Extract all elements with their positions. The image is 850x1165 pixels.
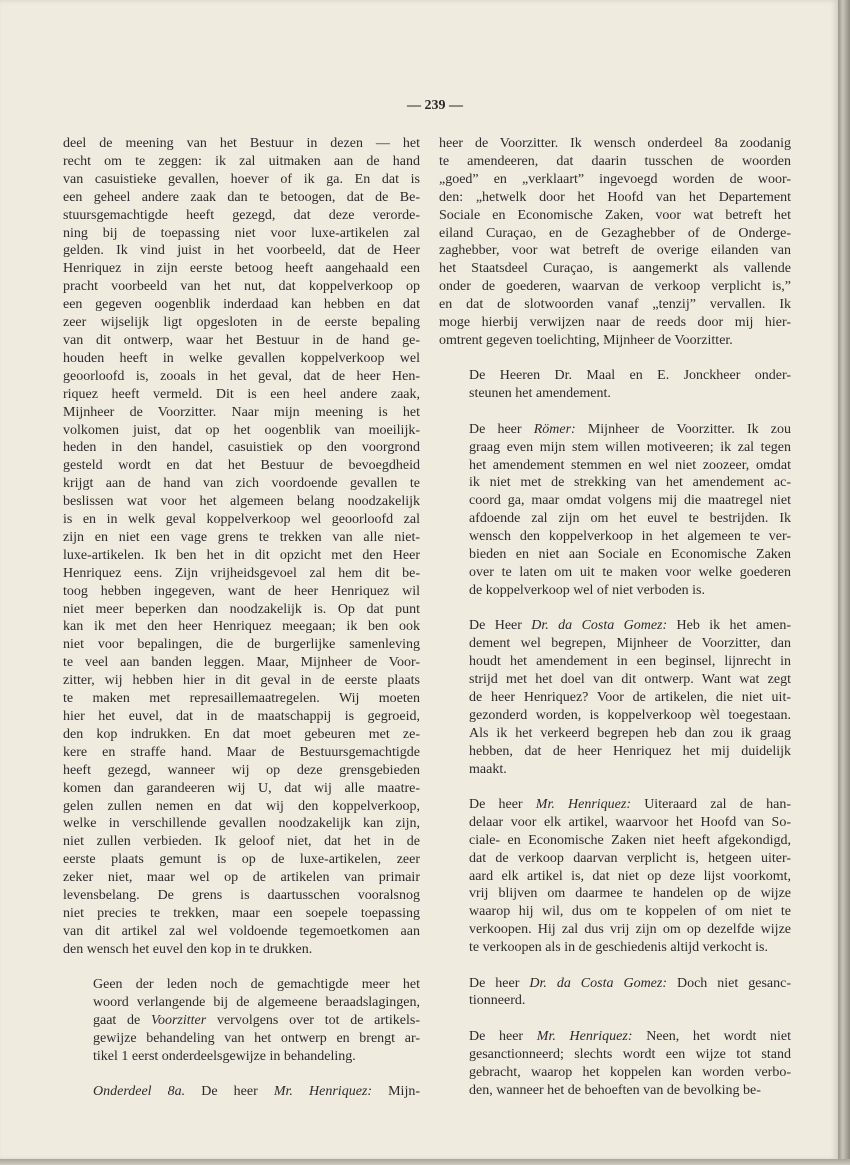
text-line: gesteld wordt en dat het Bestuur de bevoegdheid — [63, 458, 420, 474]
text-line: recht om te zeggen: ik zal uitmaken aan de hand — [63, 153, 420, 169]
text-line: bieden en niet aan Sociale en Economische Zaken — [469, 547, 791, 563]
speaker-name: Mr. Henriquez: — [535, 796, 632, 812]
text-line: eiland Curaçao, en de Gezaghebber of de Onderge- — [439, 225, 791, 241]
speaker-name: Römer: — [533, 421, 576, 437]
text-line: afdoende zal zijn om het euvel te bestrijden. Ik — [469, 511, 791, 527]
text-line: hebben, dat de heer Henriquez het mij duidelijk — [469, 743, 791, 759]
text-line: hier het euvel, dat in de maatschappij is gegroeid, — [63, 709, 420, 724]
text-line: te maken met represaillemaatregelen. Wij moeten — [63, 691, 420, 707]
text-line: zeer wijselijk ligt opgesloten in de eerste bepaling — [63, 315, 420, 331]
text-line: gaat de Voorzitter vervolgens over tot de artikels- — [93, 1013, 421, 1028]
text-line: van dit artikel zal wel voldoende tegemoetkomen aan — [63, 923, 420, 939]
speaker-name: Dr. da Costa Gomez: — [529, 975, 667, 991]
text-line: is en in welk geval koppelverkoop wel geoorloofd zal — [63, 512, 420, 528]
text-line: van dit ontwerp, waar het Bestuur in de hand ge- — [63, 332, 420, 348]
text-line: gewijze behandeling van het ontwerp en brengt ar- — [93, 1030, 420, 1046]
text-line: kan ik met den heer Henriquez meegaan; ik ben ook — [63, 619, 420, 635]
text-line: tikel 1 eerst onderdeelsgewijze in behandeling. — [93, 1048, 356, 1064]
text-line: Henriquez eens. Zijn vrijheidsgevoel zal hem dit be- — [63, 565, 420, 581]
section-label: Onderdeel 8a. — [93, 1084, 186, 1100]
text-line: de heer Henriquez? Voor de artikelen, die niet uit- — [469, 689, 791, 705]
text-line: toog hebben ingegeven, want de heer Henriquez wil — [63, 583, 420, 599]
text-line: zijn en niet een vage grens te trekken van alle niet- — [63, 529, 420, 545]
text-line: deel de meening van het Bestuur in dezen — het — [63, 136, 420, 151]
right-paragraph-5 — [439, 796, 791, 957]
text-line: graag even mijn stem willen motiveeren; ik zal tegen — [469, 439, 791, 455]
text-line: De heer Römer: Mijnheer de Voorzitter. Ik zou — [469, 421, 792, 437]
text-line: Geen der leden noch de gemachtigde meer het — [93, 977, 420, 993]
right-paragraph-3 — [439, 421, 791, 600]
text-line: het amendement stemmen en wel niet zoozeer, omdat — [469, 457, 791, 473]
text-line: levensbelang. De grens is daartusschen vooralsnog — [63, 888, 420, 904]
text-line: gelden. Ik vind juist in het voorbeeld, dat de Heer — [63, 243, 420, 259]
text-line: den wensch het euvel den kop in te drukken. — [63, 941, 313, 957]
text-line: vrij blijven om daarmee te handelen op de wijze — [469, 886, 791, 902]
text-line: te verkoopen als in de geschiedenis altijd verkocht is. — [469, 940, 768, 956]
text-line: delaar voor elk artikel, waarvoor het Hoofd van So- — [469, 814, 791, 830]
text-line: ik niet met de strekking van het amendement ac- — [469, 475, 791, 491]
text-line: te amendeeren, dat daarin tusschen de woorden — [439, 153, 791, 169]
text-line: over te laten om uit te maken voor welke goederen — [469, 564, 791, 580]
text-line: den kop indrukken. En dat moet gebeuren met ze- — [63, 726, 420, 742]
page-edge-bottom — [0, 1159, 850, 1165]
speaker-name: Voorzitter — [150, 1013, 207, 1028]
text-line: ning bij de toepassing niet voor luxe-artikelen zal — [63, 225, 420, 241]
text-line: moge hierbij verwijzen naar de reeds door mij hier- — [439, 315, 791, 331]
text-line: geoorloofd is, zooals in het geval, dat de heer Hen- — [63, 368, 420, 384]
text-line: dement wel begrepen, Mijnheer de Voorzitter, dan — [469, 636, 791, 652]
text-line: stuursgemachtigde heeft gezegd, dat deze verorde- — [63, 207, 420, 223]
left-paragraph-2 — [63, 976, 420, 1066]
text-line: woord verlangende bij de algemeene beraadslagingen, — [93, 995, 420, 1011]
text-line: tionneerd. — [469, 993, 526, 1009]
text-line: Sociale en Economische Zaken, voor wat betreft het — [439, 207, 791, 223]
text-line: maakt. — [469, 761, 507, 777]
text-line: De Heer Dr. da Costa Gomez: Heb ik het amen- — [469, 618, 791, 634]
right-paragraph-4 — [439, 617, 791, 778]
text-line: krijgt aan de hand van zich voordoende gevallen te — [63, 476, 420, 492]
text-line: en dat de slotwoorden vanaf „tenzij” vervallen. Ik — [439, 297, 791, 313]
text-line: gesanctionneerd; slechts wordt een wijze tot stand — [469, 1046, 791, 1062]
text-line: beslissen wat voor het algemeen belang noodzakelijk — [63, 494, 420, 510]
text-line: Als ik het verkeerd begrepen heb dan zou ik graag — [469, 725, 791, 741]
text-line: te veel aan banden leggen. Maar, Mijnheer de Voor- — [63, 655, 420, 671]
page-number: — 239 — — [407, 98, 463, 113]
right-column — [439, 135, 791, 1100]
text-line: zitter, wij hebben hier in dit geval in de eerste plaats — [63, 673, 420, 689]
page-edge-right — [838, 0, 850, 1165]
text-line: Henriquez in zijn eerste betoog heeft aangehaald een — [63, 261, 420, 277]
right-paragraph-7 — [439, 1028, 791, 1100]
text-line: gezonderd worden, is koppelverkoop wèl toegestaan. — [469, 707, 791, 723]
text-line: volkomen juist, dat op het oogenblik van moeilijk- — [63, 422, 420, 438]
text-line: niet zullen verbieden. Ik geloof niet, dat het in de — [63, 834, 420, 850]
left-paragraph-3 — [63, 1083, 420, 1101]
text-line: het Staatsdeel Curaçao, is aangemerkt als vallende — [439, 261, 791, 277]
text-line: coord ga, maar omdat volgens mij die maatregel niet — [469, 493, 791, 509]
text-line: riquez heeft vermeld. Dit is een heel andere zaak, — [63, 386, 420, 402]
text-line: wensch den koppelverkoop in het algemeen te ver- — [469, 529, 791, 545]
text-line: luxe-artikelen. Ik ben het in dit opzicht met den Heer — [63, 547, 420, 563]
right-paragraph-1 — [439, 135, 791, 350]
text-line: steunen het amendement. — [469, 386, 611, 402]
text-line: niet precies te trekken, maar een soepele toepassing — [63, 905, 420, 921]
text-line: van casuistieke gevallen, hoever of ik ga. En dat is — [63, 171, 420, 187]
speaker-name: Dr. da Costa Gomez: — [531, 618, 668, 634]
text-line: De heer Dr. da Costa Gomez: Doch niet gesanc- — [469, 975, 791, 991]
text-line: de koppelverkoop wel of niet verboden is. — [469, 582, 705, 598]
text-line: houdt het amendement in een beginsel, lijnrecht in — [469, 654, 791, 670]
text-line: ciale- en Economische Zaken niet heeft afgekondigd, — [469, 832, 791, 848]
text-line: gelen zullen nemen en dat wij den koppelverkoop, — [63, 798, 420, 814]
text-line: welke in verschillende gevallen noodzakelijk kan zijn, — [63, 816, 420, 832]
speaker-name: Mr. Henriquez: — [273, 1084, 373, 1100]
text-line: Mijnheer de Voorzitter. Naar mijn meening is het — [63, 404, 420, 420]
text-line: eerste plaats gemunt is op de luxe-artikelen, zeer — [63, 852, 420, 868]
left-column — [63, 135, 420, 1101]
text-line: komen dan garandeeren wij U, dat wij alle maatre- — [63, 780, 420, 796]
right-paragraph-6 — [439, 975, 791, 1011]
text-line: waarop hij wil, dus om te koppelen of om niet te — [469, 904, 791, 920]
speaker-name: Mr. Henriquez: — [536, 1028, 633, 1044]
text-line: heer de Voorzitter. Ik wensch onderdeel 8a zoodanig — [439, 136, 791, 151]
text-line: gebracht, waarop het koppelen kan worden verbo- — [469, 1064, 791, 1080]
text-line: heeft gezegd, wanneer wij op deze grensgebieden — [63, 762, 420, 778]
text-line: zaghebber, voor wat betreft de overige eilanden van — [439, 243, 791, 259]
text-line: niet voor bepalingen, die de burgerlijke samenleving — [63, 637, 420, 653]
text-line: den, wanneer het de behoeften van de bevolking be- — [469, 1082, 761, 1098]
text-line: heden in den handel, casuistiek op den voorgrond — [63, 440, 420, 456]
text-line: niet meer beperken dan noodzakelijk is. Op dat punt — [63, 601, 420, 617]
text-line: „goed” en „verklaart” ingevoegd worden de woor- — [439, 171, 791, 187]
text-line: verkoopen. Hij zal dus vrij zijn om op dezelfde wijze — [469, 922, 791, 938]
text-line: den: „hetwelk door het Hoofd van het Departement — [439, 189, 791, 205]
text-line: omtrent gegeven toelichting, Mijnheer de Voorzitter. — [439, 332, 733, 348]
left-paragraph-1 — [63, 135, 420, 959]
text-line: kere en straffe hand. Maar de Bestuursgemachtigde — [63, 744, 420, 760]
text-line: Onderdeel 8a. De heer Mr. Henriquez: Mijn- — [93, 1084, 420, 1100]
text-line: houden heeft in welke gevallen koppelverkoop wel — [63, 350, 420, 366]
text-line: De heer Mr. Henriquez: Uiteraard zal de han- — [469, 796, 792, 812]
text-line: onder de goederen, waarvan de verkoop verplicht is,” — [439, 279, 791, 295]
text-line: zeker niet, maar wel op de artikelen van primair — [63, 870, 420, 886]
text-line: De heer Mr. Henriquez: Neen, het wordt niet — [469, 1028, 792, 1044]
text-line: een geheel andere zaak dan te betoogen, dat de Be- — [63, 189, 420, 205]
text-line: De Heeren Dr. Maal en E. Jonckheer onder- — [469, 368, 791, 384]
text-line: een gegeven oogenblik inderdaad kan hebben en dat — [63, 297, 420, 313]
text-line: aard elk artikel is, dat niet op deze lijst voorkomt, — [469, 868, 791, 884]
text-line: pracht voorbeeld van het nut, dat koppelverkoop op — [63, 279, 420, 295]
right-paragraph-2 — [439, 367, 791, 403]
text-line: strijd met het doel van dit ontwerp. Want wat zegt — [469, 671, 791, 687]
text-line: dat de verkoop daarvan verplicht is, hetgeen uiter- — [469, 850, 791, 866]
